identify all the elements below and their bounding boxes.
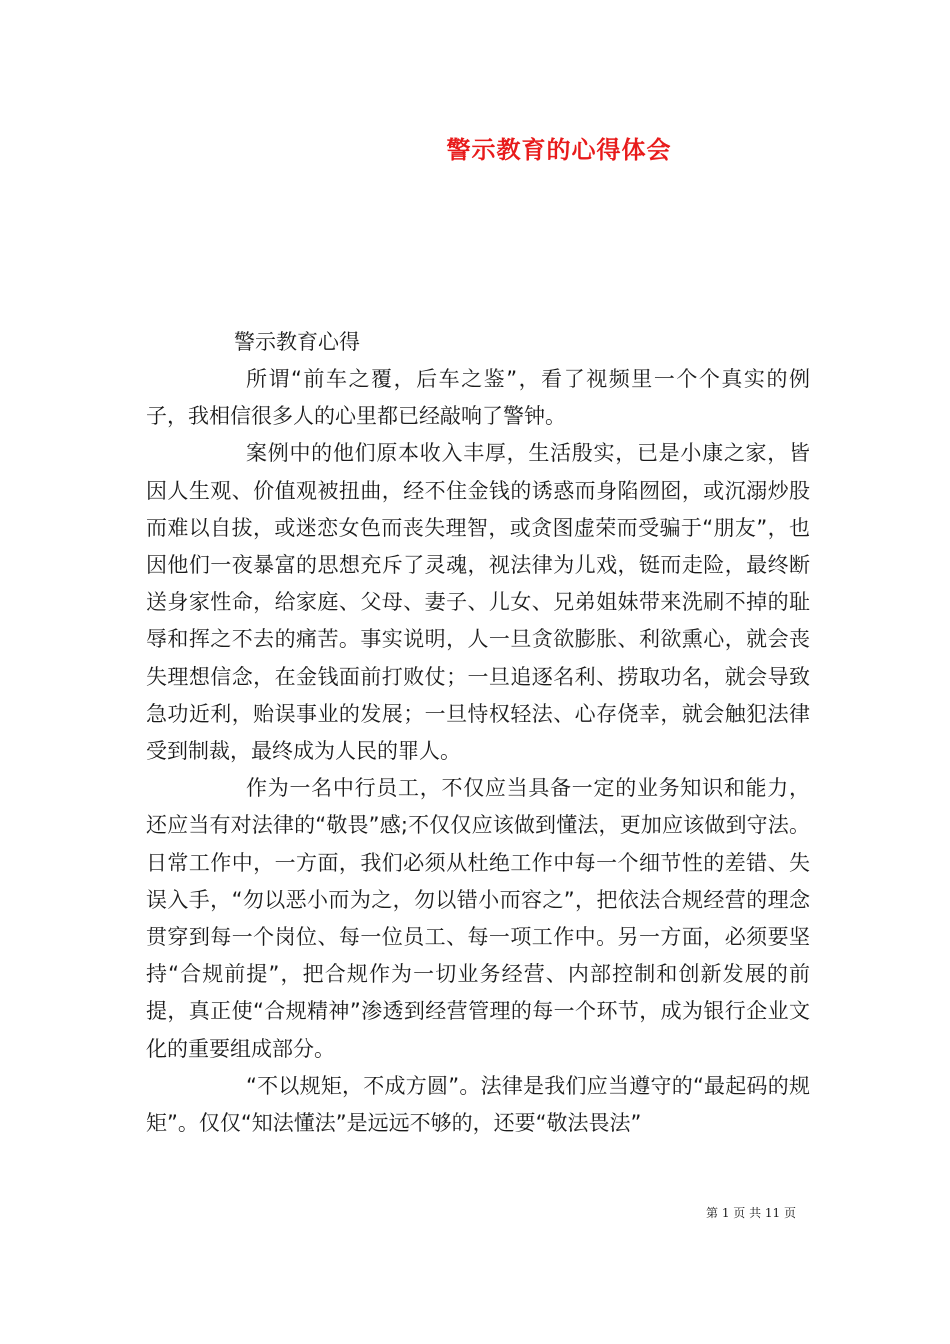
document-title: 警示教育的心得体会	[446, 135, 672, 164]
document-body	[146, 361, 810, 1142]
page-number-footer: 第 1 页 共 11 页	[706, 1206, 796, 1220]
document-subheading: 警示教育心得	[234, 330, 360, 354]
body-paragraph-4: “不以规矩，不成方圆”。法律是我们应当遵守的“最起码的规矩”。仅仅“知法懂法”是远远不够的，还要“敬法畏法”	[146, 1073, 810, 1136]
body-paragraph-1: 所谓“前车之覆，后车之鉴”，看了视频里一个个真实的例子，我相信很多人的心里都已经敲响了警钟。	[146, 367, 810, 429]
body-paragraph-3: 作为一名中行员工，不仅应当具备一定的业务知识和能力，还应当有对法律的“敬畏”感;不仅仅应该做到懂法，更加应该做到守法。日常工作中，一方面，我们必须从杜绝工作中每一个细节性的差错、失误入手，“勿以恶小而为之，勿以错小而容之”，把依法合规经营的理念贯穿到每一个岗位、每一位员工、每一项工作中。另一方面，必须要坚持“合规前提”，把合规作为一切业务经营、内部控制和创新发展的前提，真正使“合规精神”渗透到经营管理的每一个环节，成为银行企业文化的重要组成部分。	[146, 776, 810, 1061]
body-paragraph-2: 案例中的他们原本收入丰厚，生活殷实，已是小康之家，皆因人生观、价值观被扭曲，经不住金钱的诱惑而身陷囫囵，或沉溺炒股而难以自拔，或迷恋女色而丧失理智，或贪图虚荣而受骗于“朋友”，也因他们一夜暴富的思想充斥了灵魂，视法律为儿戏，铤而走险，最终断送身家性命，给家庭、父母、妻子、儿女、兄弟姐妹带来洗刷不掉的耻辱和挥之不去的痛苦。事实说明，人一旦贪欲膨胀、利欲熏心，就会丧失理想信念，在金钱面前打败仗；一旦追逐名利、捞取功名，就会导致急功近利，贻误事业的发展；一旦恃权轻法、心存侥幸，就会触犯法律受到制裁，最终成为人民的罪人。	[146, 441, 810, 764]
